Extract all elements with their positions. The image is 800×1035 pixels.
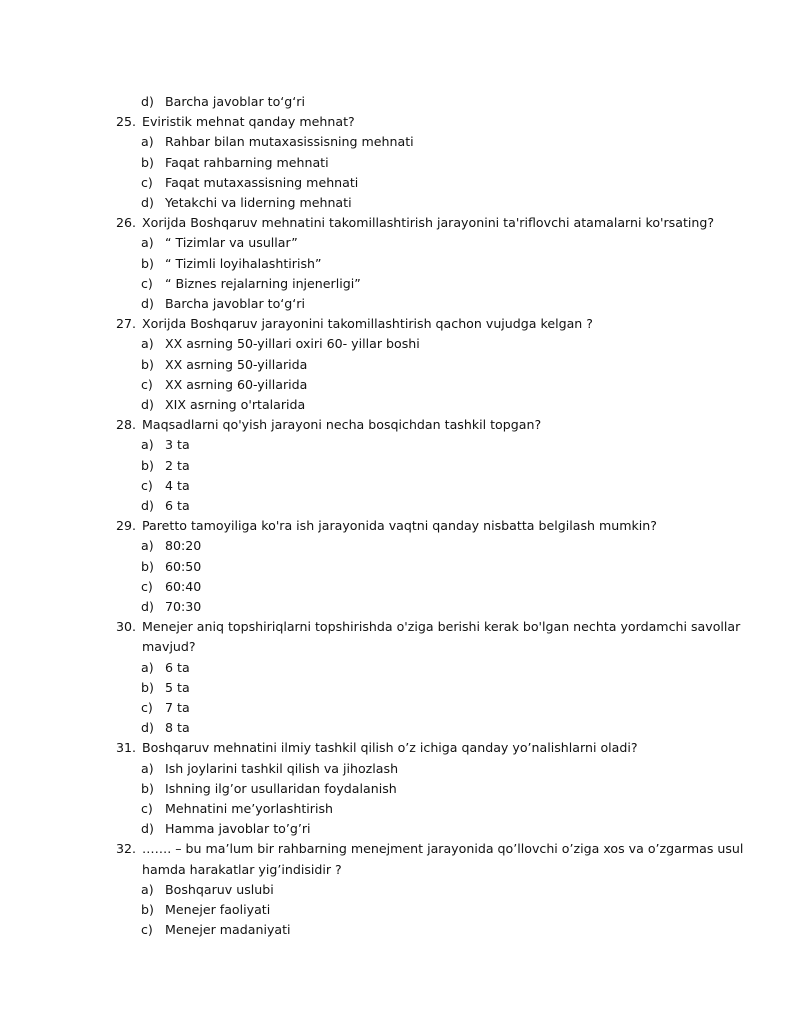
option-text: Boshqaruv uslubi: [165, 881, 274, 897]
question-number: 29.: [116, 518, 137, 534]
question-text: Boshqaruv mehnatini ilmiy tashkil qilish o’z ichiga qanday yo’nalishlarni oladi?: [142, 740, 638, 756]
question-line: [0, 415, 800, 435]
answer-option: [0, 132, 800, 152]
answer-option: [0, 375, 800, 395]
answer-option: [0, 920, 800, 940]
option-text: XX asrning 60-yillarida: [165, 376, 308, 392]
option-letter: c): [141, 801, 153, 816]
option-text: Barcha javoblar to‘g‘ri: [165, 94, 305, 109]
option-letter: b): [141, 679, 154, 695]
option-letter: c): [141, 922, 153, 938]
option-text: Faqat rahbarning mehnati: [165, 154, 329, 170]
option-letter: d): [141, 720, 154, 736]
option-text: 60:50: [165, 558, 202, 574]
option-text: XIX asrning o'rtalarida: [165, 397, 306, 412]
option-letter: b): [141, 780, 154, 796]
answer-option: [0, 92, 800, 112]
answer-option: [0, 193, 800, 213]
option-text: Hamma javoblar to’g’ri: [165, 821, 311, 837]
option-letter: d): [141, 599, 154, 614]
answer-option: [0, 496, 800, 516]
option-letter: c): [141, 174, 153, 190]
option-letter: c): [141, 275, 153, 291]
question-continuation-line: [0, 637, 800, 657]
option-text: Rahbar bilan mutaxasissisning mehnati: [165, 134, 414, 150]
option-letter: a): [141, 336, 154, 352]
answer-option: [0, 577, 800, 597]
question-number: 27.: [116, 316, 137, 332]
option-text: Faqat mutaxassisning mehnati: [165, 174, 359, 190]
option-text: 80:20: [165, 538, 202, 554]
answer-option: [0, 153, 800, 173]
option-text: 3 ta: [165, 437, 190, 453]
option-letter: d): [141, 195, 154, 210]
question-text: Xorijda Boshqaruv jarayonini takomillashtirish qachon vujudga kelgan ?: [142, 316, 593, 332]
option-text: XX asrning 50-yillari oxiri 60- yillar boshi: [165, 336, 420, 352]
option-letter: c): [141, 700, 153, 715]
question-line: [0, 112, 800, 132]
question-continuation-line: [0, 860, 800, 880]
question-line: [0, 314, 800, 334]
answer-option: [0, 274, 800, 294]
option-letter: b): [141, 154, 154, 170]
question-line: [0, 617, 800, 637]
answer-option: [0, 718, 800, 738]
answer-option: [0, 900, 800, 920]
answer-option: [0, 779, 800, 799]
question-number: 32.: [116, 841, 137, 857]
option-letter: b): [141, 356, 154, 372]
question-line: [0, 738, 800, 758]
answer-option: [0, 597, 800, 617]
question-text: Eviristik mehnat qanday mehnat?: [142, 114, 355, 130]
answer-option: [0, 173, 800, 193]
option-letter: d): [141, 821, 154, 837]
answer-option: [0, 658, 800, 678]
answer-option: [0, 557, 800, 577]
option-text: 8 ta: [165, 720, 190, 736]
option-letter: b): [141, 255, 154, 271]
option-text: 5 ta: [165, 679, 190, 695]
option-text: Menejer madaniyati: [165, 922, 291, 938]
option-text: 4 ta: [165, 477, 190, 493]
answer-option: [0, 536, 800, 556]
option-text: Menejer faoliyati: [165, 902, 271, 917]
option-letter: b): [141, 902, 154, 917]
question-line: [0, 839, 800, 859]
option-letter: d): [141, 397, 154, 412]
answer-option: [0, 355, 800, 375]
option-text: Yetakchi va liderning mehnati: [165, 195, 352, 210]
question-text: Xorijda Boshqaruv mehnatini takomillashtirish jarayonini ta'riflovchi atamalarni ko'rsating?: [142, 215, 715, 231]
option-letter: a): [141, 760, 154, 776]
question-number: 31.: [116, 740, 137, 756]
question-text: Menejer aniq topshiriqlarni topshirishda o'ziga berishi kerak bo'lgan nechta yordamchi savollar: [142, 619, 741, 635]
question-number: 28.: [116, 417, 137, 433]
question-text-continuation: mavjud?: [142, 639, 196, 655]
option-letter: a): [141, 134, 154, 150]
answer-option: [0, 254, 800, 274]
question-text: ……. – bu ma’lum bir rahbarning menejment jarayonida qo’llovchi o’ziga xos va o’zgarmas usul: [142, 841, 744, 857]
answer-option: [0, 456, 800, 476]
answer-option: [0, 678, 800, 698]
question-number: 30.: [116, 619, 137, 635]
option-text: 7 ta: [165, 700, 190, 715]
answer-option: [0, 476, 800, 496]
option-text: Ishning ilg’or usullaridan foydalanish: [165, 780, 397, 796]
option-text: 6 ta: [165, 498, 190, 513]
question-text: Maqsadlarni qo'yish jarayoni necha bosqichdan tashkil topgan?: [142, 417, 542, 433]
answer-option: [0, 334, 800, 354]
option-text: Ish joylarini tashkil qilish va jihozlash: [165, 760, 399, 776]
option-text: 70:30: [165, 599, 202, 614]
option-text: Mehnatini me’yorlashtirish: [165, 801, 333, 816]
answer-option: [0, 435, 800, 455]
option-letter: c): [141, 477, 153, 493]
option-text: 60:40: [165, 578, 202, 594]
answer-option: [0, 799, 800, 819]
option-letter: c): [141, 578, 153, 594]
option-letter: b): [141, 558, 154, 574]
option-text: Barcha javoblar to‘g‘ri: [165, 296, 305, 311]
option-letter: a): [141, 538, 154, 554]
option-text: 2 ta: [165, 457, 190, 473]
option-letter: d): [141, 94, 154, 109]
option-letter: a): [141, 881, 154, 897]
option-text: 6 ta: [165, 659, 190, 675]
answer-option: [0, 233, 800, 253]
option-letter: a): [141, 659, 154, 675]
option-letter: a): [141, 235, 154, 251]
question-number: 25.: [116, 114, 137, 130]
option-text: XX asrning 50-yillarida: [165, 356, 308, 372]
option-letter: b): [141, 457, 154, 473]
question-number: 26.: [116, 215, 137, 231]
question-line: [0, 516, 800, 536]
answer-option: [0, 698, 800, 718]
answer-option: [0, 759, 800, 779]
option-text: “ Tizimli loyihalashtirish”: [165, 255, 322, 271]
option-letter: c): [141, 376, 153, 392]
option-letter: a): [141, 437, 154, 453]
option-text: “ Biznes rejalarning injenerligi”: [165, 275, 361, 291]
option-text: “ Tizimlar va usullar”: [165, 235, 298, 251]
question-text-continuation: hamda harakatlar yig’indisidir ?: [142, 861, 342, 877]
question-line: [0, 213, 800, 233]
option-letter: d): [141, 498, 154, 513]
option-letter: d): [141, 296, 154, 311]
question-text: Paretto tamoyiliga ko'ra ish jarayonida vaqtni qanday nisbatta belgilash mumkin?: [142, 518, 657, 534]
answer-option: [0, 294, 800, 314]
answer-option: [0, 819, 800, 839]
answer-option: [0, 880, 800, 900]
answer-option: [0, 395, 800, 415]
